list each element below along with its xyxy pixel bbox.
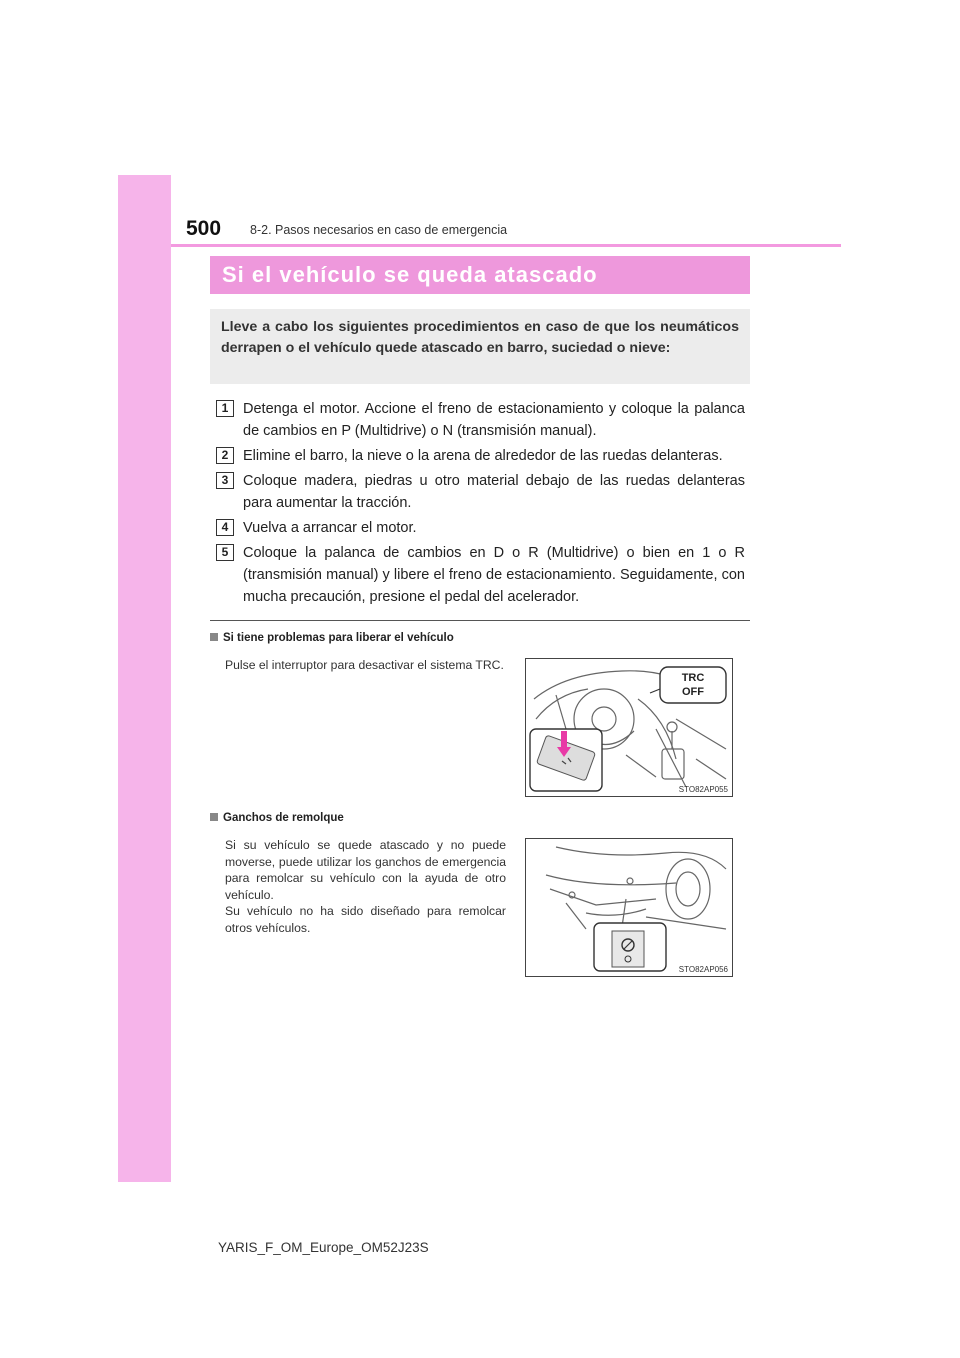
- side-tab: [118, 175, 171, 1182]
- intro-box: Lleve a cabo los siguientes procedimientos en caso de que los neumáticos derrapen o el vehículo quede atascado en barro, suciedad o nieve:: [210, 309, 750, 384]
- hooks-paragraph-1: Si su vehículo se quede atascado y no puede moverse, puede utilizar los ganchos de emergencia para remolcar su vehículo con la ayuda de otro vehículo.: [225, 838, 506, 902]
- car-underside-drawing: [526, 839, 732, 976]
- page-number: 500: [186, 217, 222, 240]
- callout-off-text: OFF: [682, 686, 704, 698]
- section-header: 8-2. Pasos necesarios en caso de emergencia: [250, 223, 508, 237]
- step-number: 4: [216, 519, 234, 536]
- subsection-text-hooks: [225, 837, 506, 936]
- section-divider: [210, 620, 750, 621]
- square-bullet-icon: [210, 633, 218, 641]
- header-rule: [171, 244, 841, 247]
- step-text: Coloque la palanca de cambios en D o R (Multidrive) o bien en 1 o R (transmisión manual) y libere el freno de estacionamiento. Seguidamente, con mucha precaución, presione el pedal del acelerador.: [243, 545, 745, 605]
- trc-off-switch-illustration: [525, 658, 733, 797]
- step-text: Elimine el barro, la nieve o la arena de alrededor de las ruedas delanteras.: [243, 448, 723, 464]
- step-text: Coloque madera, piedras u otro material debajo de las ruedas delanteras para aumentar la tracción.: [243, 473, 745, 511]
- page-title: Si el vehículo se queda atascado: [210, 256, 750, 294]
- square-bullet-icon: [210, 813, 218, 821]
- step-number: 3: [216, 472, 234, 489]
- step-number: 1: [216, 400, 234, 417]
- step-text: Vuelva a arrancar el motor.: [243, 520, 417, 536]
- subsection-heading-trc: [210, 632, 454, 644]
- illustration-code: STO82AP055: [678, 785, 728, 794]
- hooks-paragraph-2: Su vehículo no ha sido diseñado para remolcar otros vehículos.: [225, 904, 506, 935]
- illustration-code: STO82AP056: [678, 965, 728, 974]
- footer-code: YARIS_F_OM_Europe_OM52J23S: [218, 1240, 429, 1255]
- step-text: Detenga el motor. Accione el freno de estacionamiento y coloque la palanca de cambios en P (Multidrive) o N (transmisión manual).: [243, 401, 745, 439]
- step-number: 2: [216, 447, 234, 464]
- subsection-heading-text: Si tiene problemas para liberar el vehículo: [223, 632, 454, 644]
- subsection-heading-hooks: [210, 812, 344, 824]
- step-number: 5: [216, 544, 234, 561]
- towing-hook-illustration: [525, 838, 733, 977]
- subsection-heading-text: Ganchos de remolque: [223, 812, 344, 824]
- subsection-text-trc: Pulse el interruptor para desactivar el sistema TRC.: [225, 658, 504, 672]
- dashboard-drawing: [526, 659, 732, 796]
- callout-trc-text: TRC: [681, 672, 705, 684]
